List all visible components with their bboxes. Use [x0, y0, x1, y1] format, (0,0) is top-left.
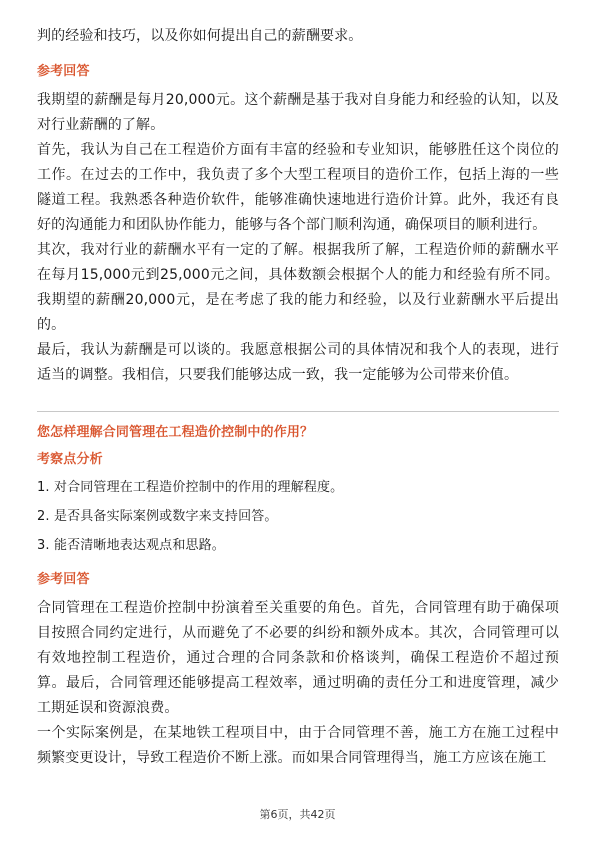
answer-label: 参考回答	[37, 572, 90, 587]
section2-analysis	[37, 450, 559, 556]
page-number: 第6页，共42页	[259, 808, 336, 821]
analysis-label: 考察点分析	[37, 452, 103, 467]
list-item: 1. 对合同管理在工程造价控制中的作用的理解程度。	[37, 480, 344, 495]
question-heading: 您怎样理解合同管理在工程造价控制中的作用？	[37, 425, 314, 440]
section1-answer	[37, 62, 559, 388]
list-item: 3. 能否清晰地表达观点和思路。	[37, 538, 225, 553]
paragraph: 首先，我认为自己在工程造价方面有丰富的经验和专业知识，能够胜任这个岗位的工作。在过去的工作中，我负责了多个大型工程项目的造价工作，包括上海的一些隧道工程。我熟悉各种造价软件，能够准确快速地进行造价计算。此外，我还有良好的沟通能力和团队协作能力，能够与各个部门顺利沟通，确保项目的顺利进行。	[37, 142, 559, 233]
paragraph: 合同管理在工程造价控制中扮演着至关重要的角色。首先，合同管理有助于确保项目按照合同约定进行，从而避免了不必要的纠纷和额外成本。其次，合同管理可以有效地控制工程造价，通过合理的合同条款和价格谈判，确保工程造价不超过预算。最后，合同管理还能够提高工程效率，通过明确的责任分工和进度管理，减少工期延误和资源浪费。	[37, 600, 559, 716]
paragraph: 其次，我对行业的薪酬水平有一定的了解。根据我所了解，工程造价师的薪酬水平在每月15,000元到25,000元之间，具体数额会根据个人的能力和经验有所不同。我期望的薪酬20,000元，是在考虑了我的能力和经验，以及行业薪酬水平后提出的。	[37, 242, 559, 333]
section2-answer	[37, 570, 559, 771]
section2-question-block	[37, 423, 559, 443]
paragraph: 一个实际案例是，在某地铁工程项目中，由于合同管理不善，施工方在施工过程中频繁变更设计，导致工程造价不断上涨。而如果合同管理得当，施工方应该在施工	[37, 725, 559, 766]
paragraph: 我期望的薪酬是每月20,000元。这个薪酬是基于我对自身能力和经验的认知，以及对行业薪酬的了解。	[37, 92, 559, 133]
section-divider	[37, 411, 559, 412]
intro-tail-text: 判的经验和技巧，以及你如何提出自己的薪酬要求。	[37, 28, 363, 44]
answer-label: 参考回答	[37, 64, 90, 79]
list-item: 2. 是否具备实际案例或数字来支持回答。	[37, 509, 278, 524]
paragraph: 最后，我认为薪酬是可以谈的。我愿意根据公司的具体情况和我个人的表现，进行适当的调整。我相信，只要我们能够达成一致，我一定能够为公司带来价值。	[37, 342, 559, 383]
